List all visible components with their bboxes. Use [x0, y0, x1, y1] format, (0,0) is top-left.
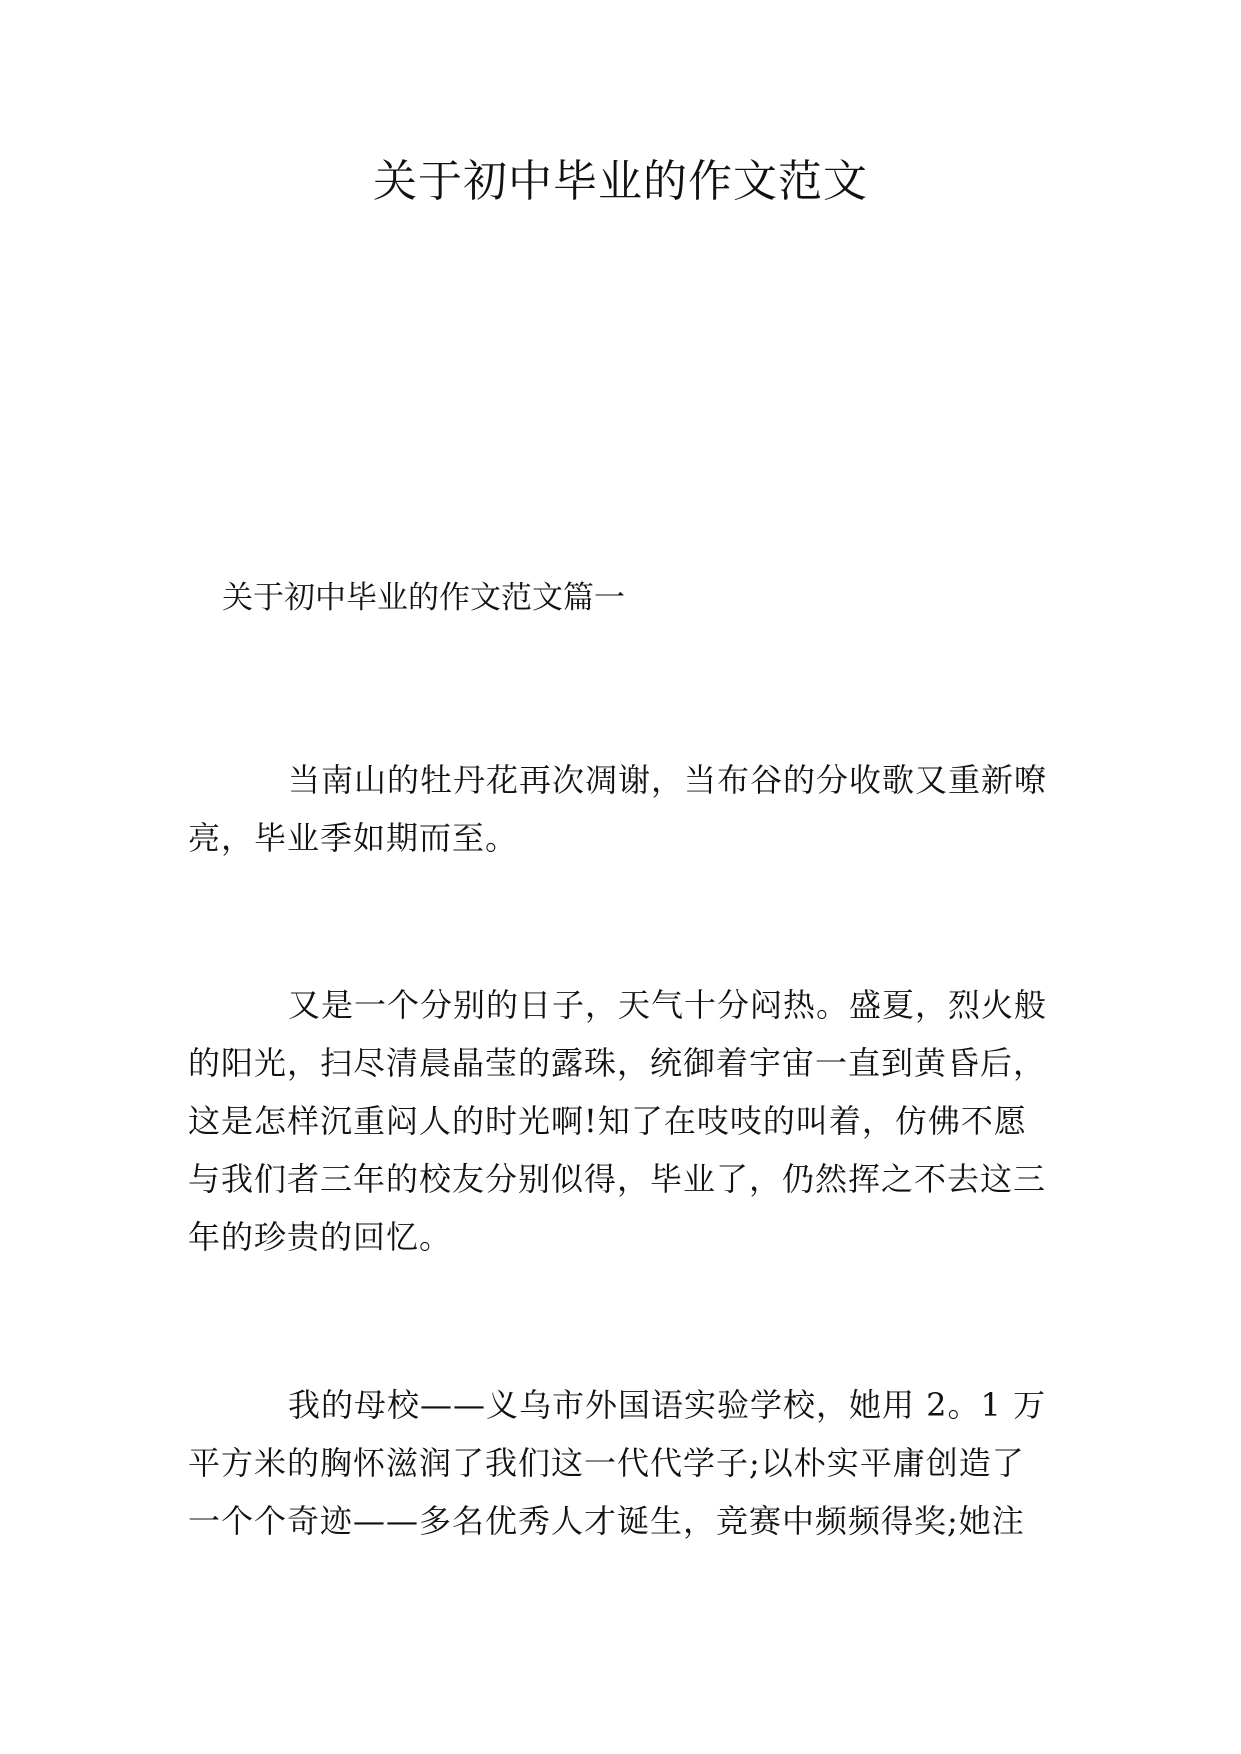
paragraph-1	[188, 751, 1056, 867]
paragraph-line: 亮，毕业季如期而至。	[188, 819, 519, 857]
paragraph-line: 的阳光，扫尽清晨晶莹的露珠，统御着宇宙一直到黄昏后，	[188, 1044, 1047, 1082]
paragraph-line: 当南山的牡丹花再次凋谢，当布谷的分收歌又重新嘹	[288, 761, 1048, 799]
document-title: 关于初中毕业的作文范文	[373, 156, 868, 207]
paragraph-line: 又是一个分别的日子，天气十分闷热。盛夏，烈火般	[288, 986, 1048, 1024]
paragraph-2	[188, 976, 1056, 1266]
paragraph-line: 年的珍贵的回忆。	[188, 1218, 453, 1256]
paragraph-line: 我的母校——义乌市外国语实验学校，她用 2。1 万	[288, 1386, 1047, 1424]
section-heading: 关于初中毕业的作文范文篇一	[222, 580, 625, 616]
paragraph-3	[188, 1376, 1056, 1550]
paragraph-line: 与我们者三年的校友分别似得，毕业了，仍然挥之不去这三	[188, 1160, 1047, 1198]
paragraph-line: 平方米的胸怀滋润了我们这一代代学子;以朴实平庸创造了	[188, 1444, 1025, 1482]
paragraph-line: 一个个奇迹——多名优秀人才诞生，竞赛中频频得奖;她注	[188, 1502, 1025, 1540]
paragraph-line: 这是怎样沉重闷人的时光啊!知了在吱吱的叫着，仿佛不愿	[188, 1102, 1027, 1140]
